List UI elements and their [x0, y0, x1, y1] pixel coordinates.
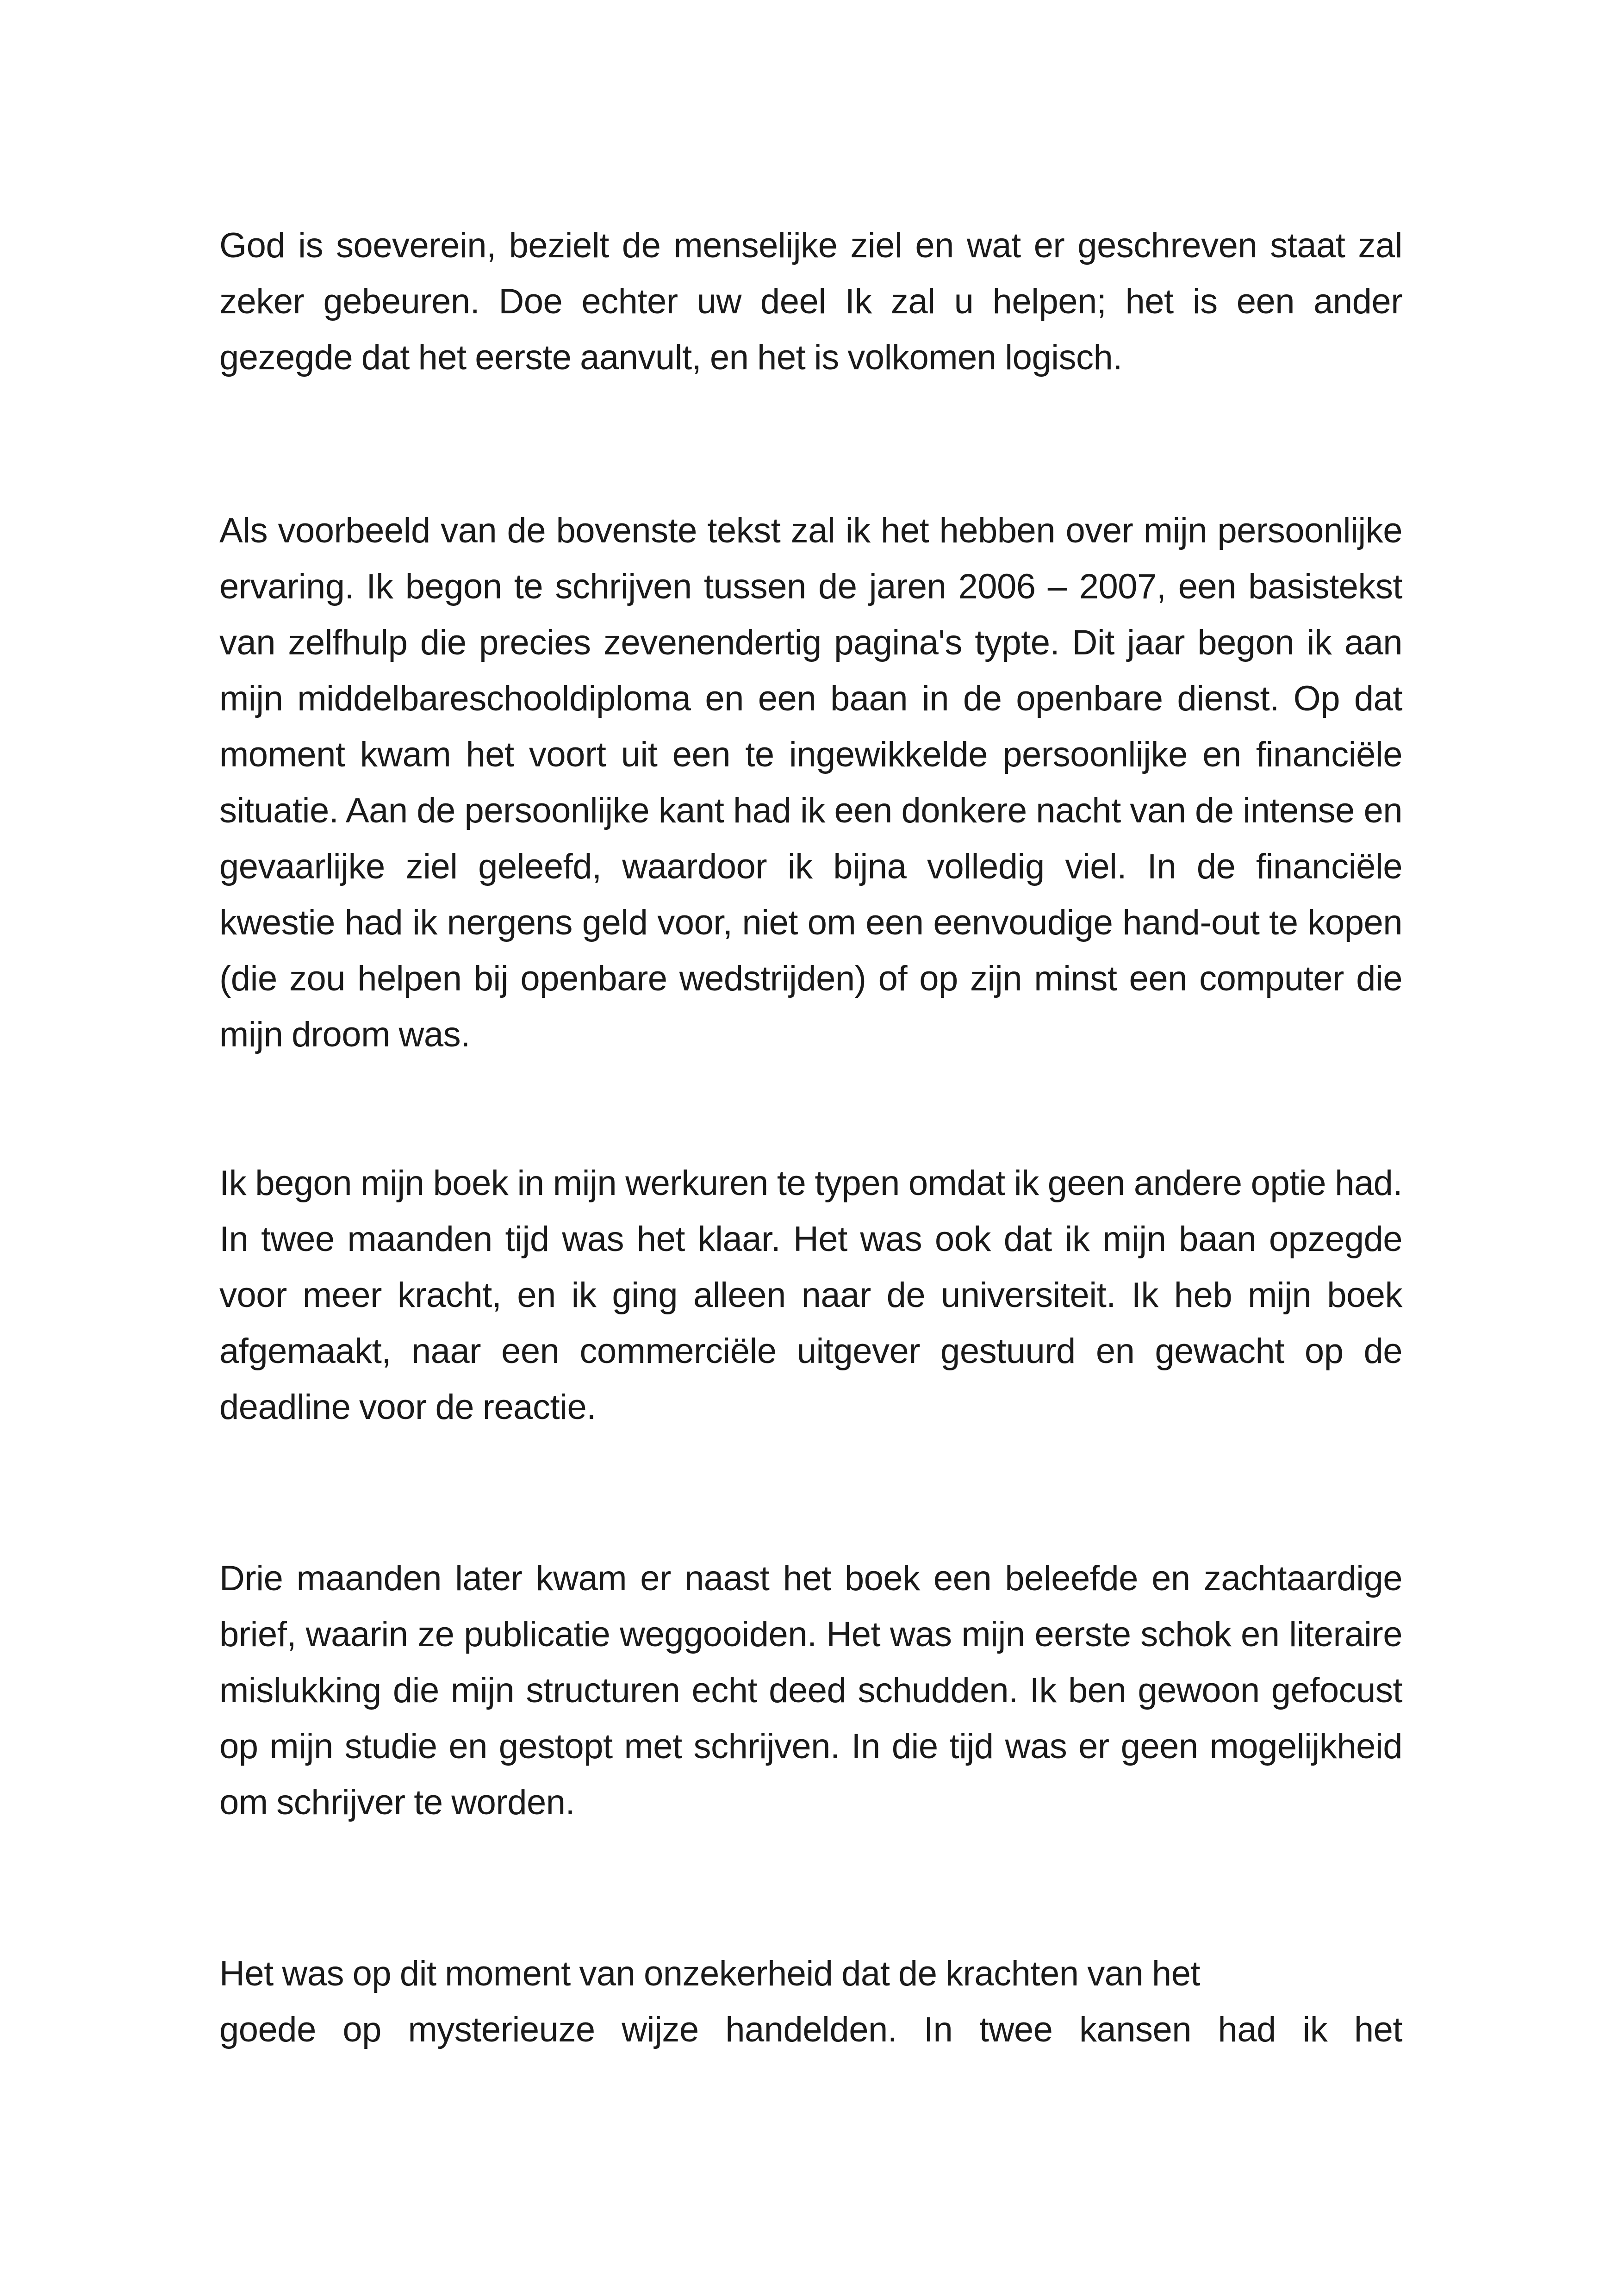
paragraph-5-line-1: Het was op dit moment van onzekerheid dat de krachten van het [219, 1954, 1200, 1993]
paragraph-5-line-2: goede op mysterieuze wijze handelden. In twee kansen had ik het [219, 2010, 1402, 2049]
paragraph-4: Drie maanden later kwam er naast het boek een beleefde en zachtaardige brief, waarin ze publicatie weggooiden. Het was mijn eerste schok en literaire mislukking die mijn structuren echt deed schudden. Ik ben gewoon gefocust op mijn studie en gestopt met schrijven. In die tijd was er geen mogelijkheid om schrijver te worden. [219, 1559, 1402, 1822]
paragraph-3: Ik begon mijn boek in mijn werkuren te typen omdat ik geen andere optie had. In twee maanden tijd was het klaar. Het was ook dat ik mijn baan opzegde voor meer kracht, en ik ging alleen naar de universiteit. Ik heb mijn boek afgemaakt, naar een commerciële uitgever gestuurd en gewacht op de deadline voor de reactie. [219, 1164, 1402, 1427]
paragraph-1: God is soeverein, bezielt de menselijke ziel en wat er geschreven staat zal zeker gebeuren. Doe echter uw deel Ik zal u helpen; het is een ander gezegde dat het eerste aanvult, en het is volkomen logisch. [219, 226, 1402, 377]
paragraph-2: Als voorbeeld van de bovenste tekst zal ik het hebben over mijn persoonlijke ervaring. Ik begon te schrijven tussen de jaren 2006 – 2007, een basistekst van zelfhulp die precies zevenendertig pagina's typte. Dit jaar begon ik aan mijn middelbareschooldiploma en een baan in de openbare dienst. Op dat moment kwam het voort uit een te ingewikkelde persoonlijke en financiële situatie. Aan de persoonlijke kant had ik een donkere nacht van de intense en gevaarlijke ziel geleefd, waardoor ik bijna volledig viel. In de financiële kwestie had ik nergens geld voor, niet om een eenvoudige hand-out te kopen (die zou helpen bij openbare wedstrijden) of op zijn minst een computer die mijn droom was. [219, 511, 1402, 1054]
